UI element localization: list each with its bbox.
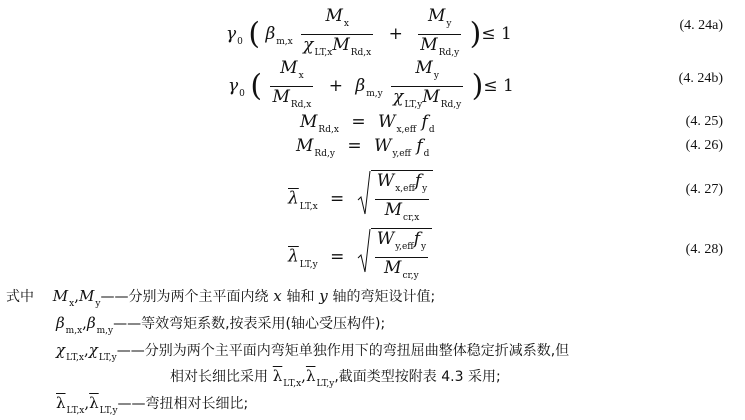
equation-number: (4. 28) bbox=[685, 242, 723, 257]
mrdy-symbol: M bbox=[422, 87, 440, 107]
mcr-symbol: M bbox=[384, 258, 402, 278]
mx-symbol: M bbox=[325, 6, 343, 26]
chi-symbol: χ bbox=[303, 35, 314, 55]
mrdx-subscript: Rd,x bbox=[290, 100, 312, 110]
mx-symbol: M bbox=[280, 58, 298, 78]
definition-text: ——分别为两个主平面内绕 bbox=[100, 289, 269, 305]
beta-subscript: m,x bbox=[276, 37, 293, 47]
chi-subscript-x: LT,x bbox=[66, 353, 84, 363]
my-subscript: y bbox=[95, 299, 101, 309]
chi-symbol: χ bbox=[88, 341, 98, 359]
beta-subscript-y: m,y bbox=[96, 326, 114, 336]
mrdx-subscript: Rd,x bbox=[318, 125, 339, 135]
equals-sign: = bbox=[351, 112, 366, 132]
lambda-subscript: LT,y bbox=[299, 259, 318, 270]
equation-number: (4. 24b) bbox=[678, 71, 723, 86]
f-symbol: f bbox=[416, 136, 423, 156]
w-symbol: W bbox=[373, 136, 392, 156]
mrdx-symbol: M bbox=[300, 112, 318, 132]
beta-subscript-x: m,x bbox=[65, 326, 83, 336]
comma: , bbox=[301, 367, 306, 385]
mrdy-symbol: M bbox=[420, 35, 438, 55]
equals-sign: = bbox=[347, 136, 362, 156]
definition-reduction-factor-continued bbox=[170, 366, 501, 389]
relation: ≤ 1 bbox=[481, 24, 512, 44]
definition-equivalent-moment-factor bbox=[56, 313, 385, 336]
f-subscript: d bbox=[423, 149, 430, 159]
my-subscript: y bbox=[446, 19, 452, 29]
definition-reduction-factor bbox=[56, 340, 569, 363]
lambda-bar-symbol: $\overline{\lambda}$ bbox=[305, 367, 316, 385]
f-symbol: f bbox=[414, 171, 422, 191]
mrdy-subscript: Rd,y bbox=[314, 149, 335, 159]
chi-subscript-y: LT,y bbox=[98, 353, 117, 363]
f-symbol: f bbox=[421, 112, 428, 132]
beta-symbol: β bbox=[56, 314, 65, 332]
f-subscript: y bbox=[420, 242, 427, 252]
mrdx-subscript: Rd,x bbox=[350, 48, 372, 58]
left-paren: ( bbox=[250, 68, 263, 104]
comma: , bbox=[82, 314, 87, 332]
lambda-bar-symbol: $\overline{\lambda}$ bbox=[56, 394, 66, 412]
m-symbol: M bbox=[52, 287, 69, 305]
f-subscript: y bbox=[422, 184, 428, 194]
beta-symbol: β bbox=[355, 76, 366, 96]
f-subscript: d bbox=[428, 125, 435, 135]
definition-text: ——等效弯矩系数,按表采用(轴心受压构件); bbox=[113, 316, 386, 332]
comma: , bbox=[83, 341, 89, 359]
where-label: 式中 bbox=[6, 289, 34, 305]
equation-number: (4. 25) bbox=[685, 114, 723, 129]
definition-text-pre: 相对长细比采用 bbox=[170, 369, 268, 385]
definition-moments bbox=[6, 286, 435, 309]
mx-subscript: x bbox=[69, 299, 75, 309]
chi-symbol: χ bbox=[393, 87, 404, 107]
lambda-subscript-y: LT,y bbox=[99, 406, 118, 416]
mrdy-subscript: Rd,y bbox=[438, 48, 460, 58]
gamma-symbol: γ bbox=[226, 24, 237, 44]
lambda-subscript-y: LT,y bbox=[316, 379, 335, 389]
mx-subscript: x bbox=[298, 71, 304, 81]
w-symbol: W bbox=[376, 171, 395, 191]
w-subscript: y,eff bbox=[395, 242, 414, 252]
w-symbol: W bbox=[377, 112, 396, 132]
chi-symbol: χ bbox=[56, 341, 66, 359]
definition-slenderness bbox=[56, 393, 248, 416]
left-paren: ( bbox=[248, 16, 261, 52]
comma: , bbox=[74, 287, 79, 305]
equation-number: (4. 26) bbox=[685, 138, 723, 153]
lambda-subscript-x: LT,x bbox=[66, 406, 85, 416]
equation-number: (4. 27) bbox=[685, 182, 723, 197]
y-axis-symbol: y bbox=[319, 287, 328, 305]
mrdy-symbol: M bbox=[296, 136, 314, 156]
right-paren: ) bbox=[471, 68, 484, 104]
my-symbol: M bbox=[415, 58, 433, 78]
lambda-bar-symbol: $\overline{\lambda}$ bbox=[272, 367, 283, 385]
w-symbol: W bbox=[376, 229, 395, 249]
chi-subscript: LT,x bbox=[314, 48, 333, 58]
definition-text-post: ,截面类型按附表 4.3 采用; bbox=[334, 369, 501, 385]
comma: , bbox=[84, 394, 90, 412]
lambda-subscript: LT,x bbox=[299, 201, 318, 212]
mcr-symbol: M bbox=[384, 200, 403, 220]
gamma-symbol: γ bbox=[228, 76, 239, 96]
lambda-bar-symbol: $\overline{\lambda}$ bbox=[288, 188, 299, 209]
mrdx-symbol: M bbox=[332, 35, 350, 55]
w-subscript: x,eff bbox=[396, 125, 417, 135]
chi-subscript: LT,y bbox=[404, 100, 423, 110]
x-axis-symbol: x bbox=[273, 287, 282, 305]
lambda-bar-symbol: $\overline{\lambda}$ bbox=[288, 246, 299, 267]
plus-operator: + bbox=[388, 24, 403, 44]
my-symbol: M bbox=[427, 6, 446, 26]
lambda-subscript-x: LT,x bbox=[283, 379, 302, 389]
f-symbol: f bbox=[413, 229, 420, 249]
gamma-subscript: 0 bbox=[239, 89, 245, 99]
equals-sign: = bbox=[330, 246, 345, 267]
right-paren: ) bbox=[469, 16, 482, 52]
lambda-bar-symbol: $\overline{\lambda}$ bbox=[89, 394, 99, 412]
mcr-subscript: cr,x bbox=[403, 213, 420, 223]
beta-subscript: m,y bbox=[366, 89, 383, 99]
mcr-subscript: cr,y bbox=[402, 271, 419, 281]
definition-text-mid: 轴和 bbox=[286, 289, 315, 305]
mrdx-symbol: M bbox=[272, 87, 290, 107]
definition-text: ——弯扭相对长细比; bbox=[117, 396, 249, 412]
m-symbol: M bbox=[79, 287, 95, 305]
beta-symbol: β bbox=[86, 314, 96, 332]
w-subscript: x,eff bbox=[395, 184, 415, 194]
definition-text: ——分别为两个主平面内弯矩单独作用下的弯扭屈曲整体稳定折减系数,但 bbox=[116, 343, 570, 359]
my-subscript: y bbox=[433, 71, 439, 81]
relation: ≤ 1 bbox=[483, 76, 514, 96]
mx-subscript: x bbox=[343, 19, 349, 29]
mrdy-subscript: Rd,y bbox=[440, 100, 462, 110]
gamma-subscript: 0 bbox=[237, 37, 243, 47]
equals-sign: = bbox=[330, 188, 345, 209]
w-subscript: y,eff bbox=[392, 149, 411, 159]
plus-operator: + bbox=[328, 76, 343, 96]
beta-symbol: β bbox=[265, 24, 276, 44]
equation-number: (4. 24a) bbox=[679, 18, 723, 33]
definition-text-end: 轴的弯矩设计值; bbox=[332, 289, 436, 305]
